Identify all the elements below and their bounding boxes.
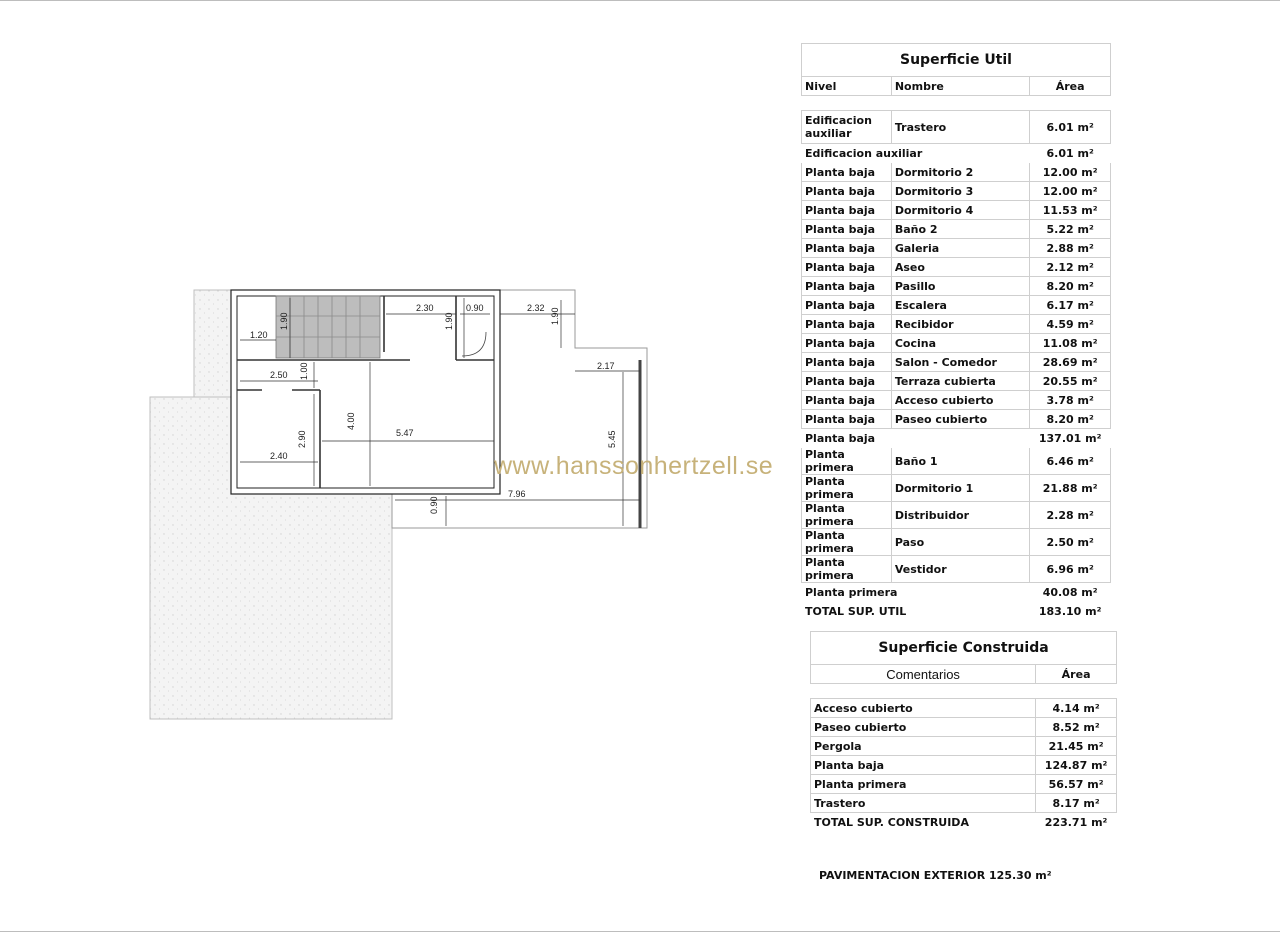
row-area: 223.71 m² (1044, 815, 1108, 829)
dim-label: 1.90 (279, 312, 289, 330)
dim-label: 2.50 (270, 370, 288, 380)
row-nombre: Recibidor (891, 315, 1029, 334)
stair-block (276, 296, 380, 358)
row-area: 40.08 m² (1042, 585, 1098, 599)
row-area: 6.17 m² (1030, 296, 1111, 315)
dim-label: 2.90 (297, 430, 307, 448)
row-nombre: Dormitorio 4 (891, 201, 1029, 220)
row-area: 3.78 m² (1030, 391, 1111, 410)
table-row (802, 410, 1111, 429)
dim-label: 1.90 (550, 307, 560, 325)
table-row (802, 277, 1111, 296)
row-nombre: Vestidor (891, 556, 1029, 583)
dim-label: 2.17 (597, 361, 615, 371)
row-area: 12.00 m² (1030, 163, 1111, 182)
row-nombre: Dormitorio 2 (891, 163, 1029, 182)
table-row (802, 391, 1111, 410)
row-nombre: Cocina (891, 334, 1029, 353)
util-header-nombre: Nombre (891, 77, 1029, 96)
dim-label: 7.96 (508, 489, 526, 499)
util-rows (802, 111, 1111, 621)
row-nombre: Paso (891, 529, 1029, 556)
row-nivel: Edificacion auxiliar (802, 111, 892, 144)
row-label: Paseo cubierto (811, 718, 1036, 737)
util-header-nivel: Nivel (802, 77, 892, 96)
construida-header-area: Área (1036, 665, 1117, 684)
row-nivel: Planta baja (802, 391, 892, 410)
table-row (802, 372, 1111, 391)
row-area: 8.20 m² (1030, 277, 1111, 296)
table-row (802, 353, 1111, 372)
row-area: 137.01 m² (1038, 431, 1102, 445)
row-nivel: Planta baja (802, 277, 892, 296)
util-subtotal-row (802, 429, 1111, 448)
row-nombre: Baño 2 (891, 220, 1029, 239)
row-nivel: Planta baja (802, 296, 892, 315)
row-nivel: Planta primera (802, 475, 892, 502)
table-row (802, 529, 1111, 556)
row-nivel: Planta baja (802, 334, 892, 353)
row-nombre: Salon - Comedor (891, 353, 1029, 372)
dim-label: 1.00 (299, 362, 309, 380)
util-subtotal-row (802, 602, 1111, 621)
row-area: 21.88 m² (1030, 475, 1111, 502)
row-nivel: Planta baja (802, 258, 892, 277)
table-row (802, 556, 1111, 583)
construida-title: Superficie Construida (811, 632, 1117, 665)
table-row (802, 163, 1111, 182)
util-subtotal-row (802, 583, 1111, 602)
row-area: 20.55 m² (1030, 372, 1111, 391)
row-area: 183.10 m² (1038, 604, 1102, 618)
superficie-util-table (801, 43, 1111, 621)
row-area: 2.50 m² (1030, 529, 1111, 556)
construida-total-row (811, 813, 1117, 832)
dim-label: 5.47 (396, 428, 414, 438)
construida-header-comentarios: Comentarios (811, 665, 1036, 684)
table-row (802, 111, 1111, 144)
row-area: 5.22 m² (1030, 220, 1111, 239)
row-area: 2.88 m² (1030, 239, 1111, 258)
table-row (802, 258, 1111, 277)
row-area: 6.46 m² (1030, 448, 1111, 475)
row-nivel: Planta primera (802, 448, 892, 475)
row-area: 6.01 m² (1046, 146, 1094, 160)
row-area: 124.87 m² (1036, 756, 1117, 775)
pavimentacion-exterior: PAVIMENTACION EXTERIOR 125.30 m² (819, 869, 1052, 882)
row-label: Planta primera (811, 775, 1036, 794)
row-area: 4.14 m² (1036, 699, 1117, 718)
floor-plan (0, 0, 780, 760)
row-area: 6.01 m² (1030, 111, 1111, 144)
dim-label: 0.90 (466, 303, 484, 313)
row-nivel: Planta baja (802, 239, 892, 258)
row-nivel: Planta primera (802, 556, 892, 583)
row-nivel: Planta baja (802, 220, 892, 239)
row-label: TOTAL SUP. CONSTRUIDA (814, 815, 969, 829)
row-nombre: Galeria (891, 239, 1029, 258)
superficie-construida-table (810, 631, 1117, 832)
row-nombre: Paseo cubierto (891, 410, 1029, 429)
row-label: Trastero (811, 794, 1036, 813)
table-row (802, 475, 1111, 502)
row-area: 11.08 m² (1030, 334, 1111, 353)
util-header-area: Área (1030, 77, 1111, 96)
row-nombre: Escalera (891, 296, 1029, 315)
row-label: Pergola (811, 737, 1036, 756)
row-nivel: Planta baja (802, 182, 892, 201)
row-area: 8.52 m² (1036, 718, 1117, 737)
table-row (811, 718, 1117, 737)
dim-label: 2.40 (270, 451, 288, 461)
row-nivel: Planta baja (802, 163, 892, 182)
row-nivel: TOTAL SUP. UTIL (805, 604, 907, 618)
table-row (802, 334, 1111, 353)
row-nombre: Acceso cubierto (891, 391, 1029, 410)
row-area: 8.20 m² (1030, 410, 1111, 429)
row-area: 12.00 m² (1030, 182, 1111, 201)
row-label: Acceso cubierto (811, 699, 1036, 718)
row-nivel: Planta baja (805, 431, 876, 445)
row-area: 28.69 m² (1030, 353, 1111, 372)
row-nivel: Edificacion auxiliar (805, 146, 923, 160)
table-row (802, 296, 1111, 315)
table-row (802, 315, 1111, 334)
row-nombre: Aseo (891, 258, 1029, 277)
construida-rows (811, 699, 1117, 832)
table-row (802, 502, 1111, 529)
table-row (802, 448, 1111, 475)
row-area: 4.59 m² (1030, 315, 1111, 334)
dim-label: 2.30 (416, 303, 434, 313)
table-row (811, 699, 1117, 718)
row-nivel: Planta primera (802, 502, 892, 529)
table-row (811, 794, 1117, 813)
row-area: 56.57 m² (1036, 775, 1117, 794)
table-row (802, 201, 1111, 220)
util-subtotal-row (802, 144, 1111, 163)
row-nombre: Pasillo (891, 277, 1029, 296)
row-nivel: Planta primera (805, 585, 898, 599)
row-area: 6.96 m² (1030, 556, 1111, 583)
row-nivel: Planta baja (802, 201, 892, 220)
row-nombre: Terraza cubierta (891, 372, 1029, 391)
table-row (811, 756, 1117, 775)
row-label: Planta baja (811, 756, 1036, 775)
dim-label: 1.20 (250, 330, 268, 340)
row-nivel: Planta baja (802, 315, 892, 334)
table-row (802, 239, 1111, 258)
row-nombre: Dormitorio 1 (891, 475, 1029, 502)
dim-label: 1.90 (444, 312, 454, 330)
terrace-left-strip (194, 290, 231, 397)
row-area: 21.45 m² (1036, 737, 1117, 756)
row-area: 2.12 m² (1030, 258, 1111, 277)
row-nombre: Distribuidor (891, 502, 1029, 529)
watermark: www.hanssonhertzell.se (494, 452, 774, 480)
util-title: Superficie Util (802, 44, 1111, 77)
dim-label: 5.45 (607, 430, 617, 448)
table-row (802, 220, 1111, 239)
row-nivel: Planta primera (802, 529, 892, 556)
table-row (811, 737, 1117, 756)
table-row (811, 775, 1117, 794)
row-nivel: Planta baja (802, 353, 892, 372)
dim-label: 4.00 (346, 412, 356, 430)
bottom-frame-line (0, 931, 1280, 932)
row-area: 2.28 m² (1030, 502, 1111, 529)
row-area: 8.17 m² (1036, 794, 1117, 813)
dim-label: 0.90 (429, 496, 439, 514)
table-row (802, 182, 1111, 201)
row-nivel: Planta baja (802, 410, 892, 429)
row-nivel: Planta baja (802, 372, 892, 391)
row-nombre: Dormitorio 3 (891, 182, 1029, 201)
row-nombre: Trastero (891, 111, 1029, 144)
dim-label: 2.32 (527, 303, 545, 313)
row-nombre: Baño 1 (891, 448, 1029, 475)
row-area: 11.53 m² (1030, 201, 1111, 220)
